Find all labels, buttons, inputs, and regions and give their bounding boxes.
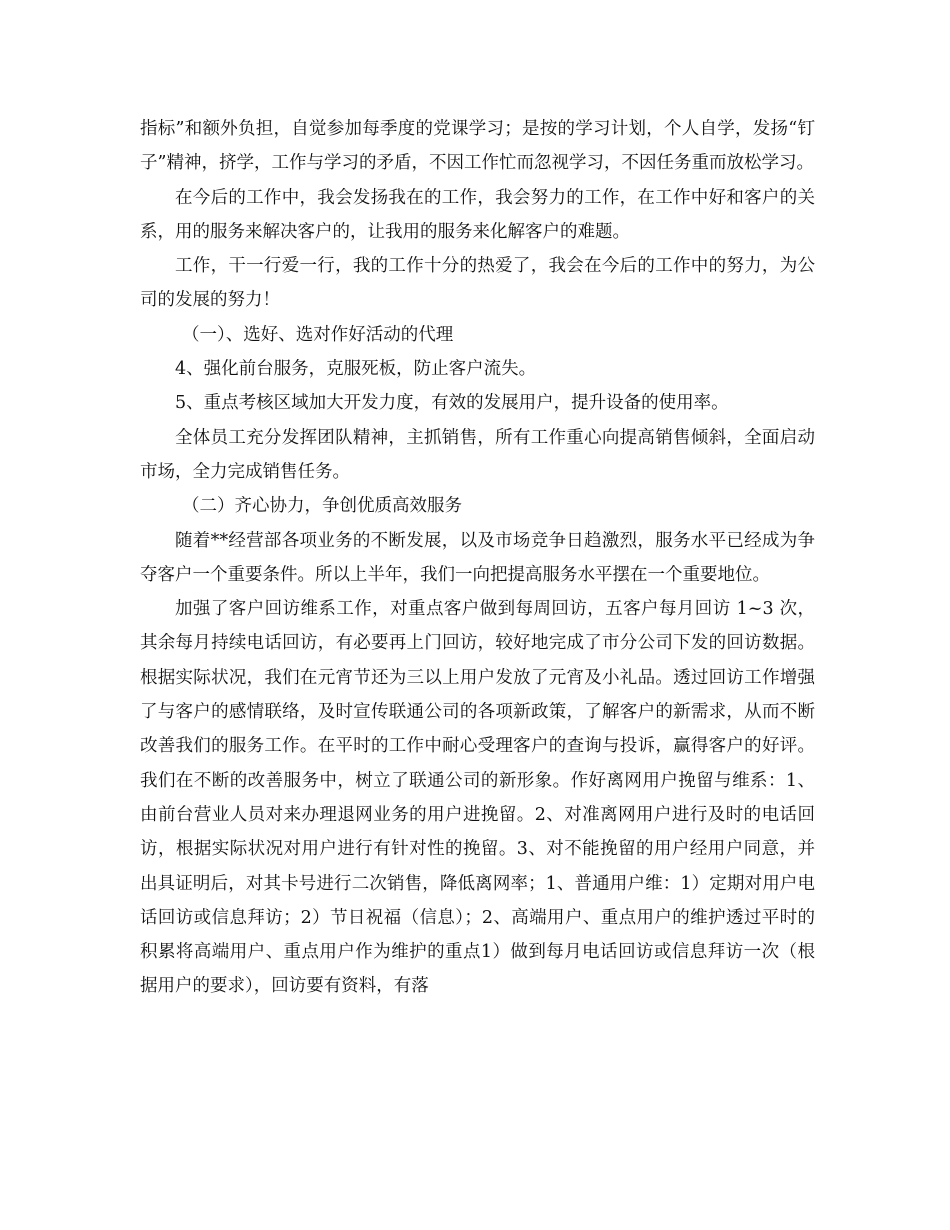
section-heading-two: （二）齐心协力，争创优质高效服务 — [182, 496, 462, 517]
section-heading-one: （一）、选好、选对作好活动的代理 — [182, 324, 454, 345]
document-body — [140, 112, 815, 1004]
paragraph-customer-visits: 加强了客户回访维系工作，对重点客户做到每周回访，五客户每月回访 1~3 次，其余每月持续电话回访，有必要再上门回访，较好地完成了市分公司下发的回访数据。根据实际状况，我们在元宵节还为三以上用户发放了元宵及小礼品。透过回访工作增强了与客户的感情联络，及时宣传联通公司的各项新政策，了解客户的新需求，从而不断改善我们的服务工作。在平时的工作中耐心受理客户的查询与投诉，赢得客户的好评。我们在不断的改善服务中，树立了联通公司的新形象。作好离网用户挽留与维系：1、由前台营业人员对来办理退网业务的用户进挽留。2、对准离网用户进行及时的电话回访，根据实际状况对用户进行有针对性的挽留。3、对不能挽留的用户经用户同意，并出具证明后，对其卡号进行二次销售，降低离网率；1、普通用户维：1）定期对用户电话回访或信息拜访；2）节日祝福（信息）；2、高端用户、重点用户的维护透过平时的积累将高端用户、重点用户作为维护的重点1）做到每月电话回访或信息拜访一次（根据用户的要求），回访要有资料，有落 — [140, 599, 815, 997]
paragraph-study-commitment: 指标”和额外负担，自觉参加每季度的党课学习；是按的学习计划，个人自学，发扬“钉子”精神，挤学，工作与学习的矛盾，不因工作忙而忽视学习，不因任务重而放松学习。 — [140, 119, 815, 174]
paragraph-service-level: 随着**经营部各项业务的不断发展，以及市场竞争日趋激烈，服务水平已经成为争夺客户一个重要条件。所以上半年，我们一向把提高服务水平摆在一个重要地位。 — [140, 530, 815, 585]
paragraph-item-4: 4、强化前台服务，克服死板，防止客户流失。 — [175, 359, 537, 380]
paragraph-item-5: 5、重点考核区域加大开发力度，有效的发展用户，提升设备的使用率。 — [175, 393, 729, 414]
paragraph-team-spirit: 全体员工充分发挥团队精神，主抓销售，所有工作重心向提高销售倾斜，全面启动市场，全力完成销售任务。 — [140, 427, 815, 482]
paragraph-love-work: 工作，干一行爱一行，我的工作十分的热爱了，我会在今后的工作中的努力，为公司的发展的努力！ — [140, 256, 815, 311]
paragraph-future-work: 在今后的工作中，我会发扬我在的工作，我会努力的工作，在工作中好和客户的关系，用的服务来解决客户的，让我用的服务来化解客户的难题。 — [140, 187, 815, 242]
